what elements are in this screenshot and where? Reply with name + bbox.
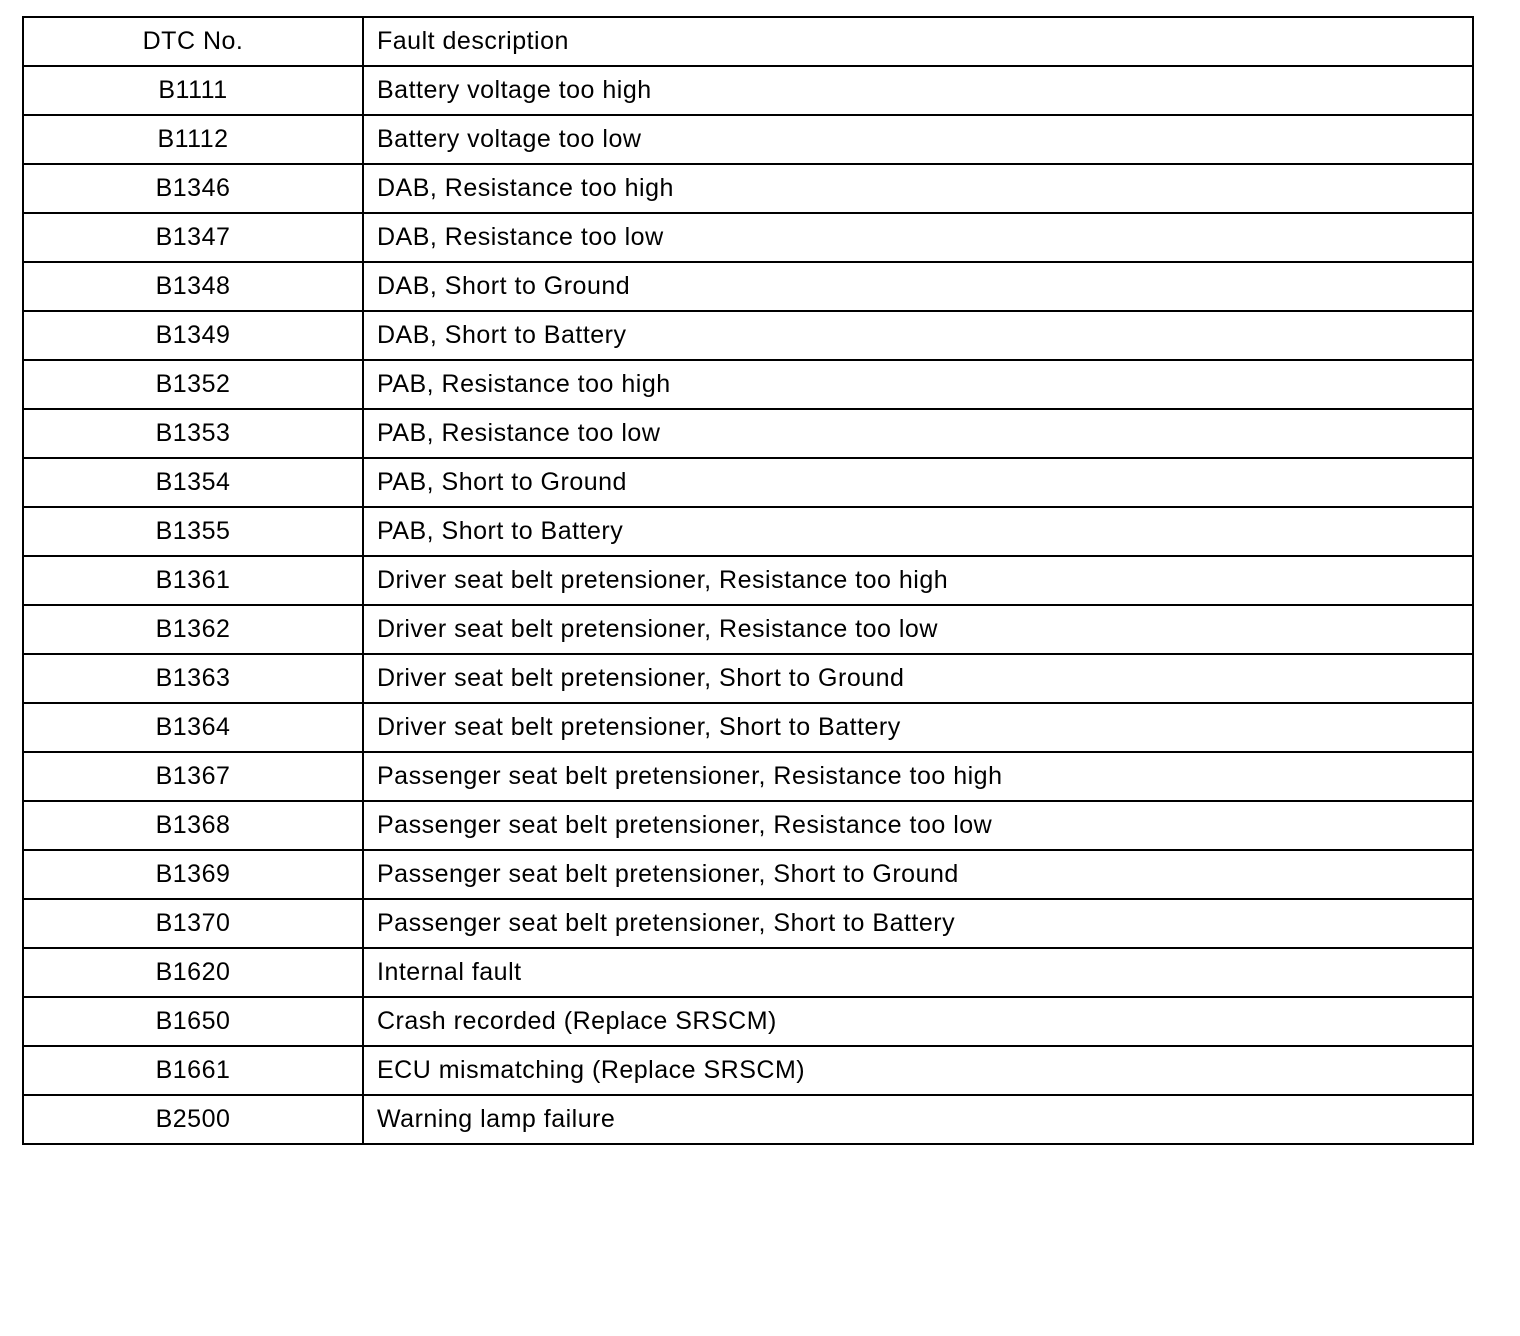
dtc-code-cell: B1111 (23, 66, 363, 115)
dtc-code-cell: B1349 (23, 311, 363, 360)
dtc-code-cell: B1661 (23, 1046, 363, 1095)
fault-description-cell: Driver seat belt pretensioner, Resistance too high (363, 556, 1473, 605)
fault-description-cell: PAB, Short to Ground (363, 458, 1473, 507)
fault-description-cell: Warning lamp failure (363, 1095, 1473, 1144)
table-row (23, 1046, 1473, 1095)
dtc-code-cell: B1363 (23, 654, 363, 703)
fault-description-cell: DAB, Resistance too high (363, 164, 1473, 213)
dtc-code-cell: B1368 (23, 801, 363, 850)
table-row (23, 801, 1473, 850)
dtc-code-cell: B1348 (23, 262, 363, 311)
dtc-code-cell: B1347 (23, 213, 363, 262)
table-row (23, 997, 1473, 1046)
dtc-code-cell: B1650 (23, 997, 363, 1046)
dtc-code-cell: B1353 (23, 409, 363, 458)
fault-description-cell: PAB, Resistance too high (363, 360, 1473, 409)
table-row (23, 115, 1473, 164)
table-row (23, 850, 1473, 899)
table-row (23, 409, 1473, 458)
dtc-code-cell: B1362 (23, 605, 363, 654)
dtc-code-cell: B1364 (23, 703, 363, 752)
table-row (23, 605, 1473, 654)
fault-description-cell: Passenger seat belt pretensioner, Resistance too low (363, 801, 1473, 850)
dtc-code-cell: B1346 (23, 164, 363, 213)
dtc-code-cell: B1354 (23, 458, 363, 507)
dtc-code-cell: B1620 (23, 948, 363, 997)
table-row (23, 507, 1473, 556)
dtc-code-cell: B1367 (23, 752, 363, 801)
fault-description-cell: PAB, Short to Battery (363, 507, 1473, 556)
table-row (23, 262, 1473, 311)
fault-description-cell: DAB, Short to Ground (363, 262, 1473, 311)
dtc-table (22, 16, 1474, 1145)
fault-description-cell: DAB, Resistance too low (363, 213, 1473, 262)
fault-description-cell: Driver seat belt pretensioner, Short to Battery (363, 703, 1473, 752)
table-row (23, 458, 1473, 507)
dtc-code-cell: B1112 (23, 115, 363, 164)
header-row (23, 17, 1473, 66)
fault-description-cell: Internal fault (363, 948, 1473, 997)
fault-description-cell: PAB, Resistance too low (363, 409, 1473, 458)
table-header (23, 17, 1473, 66)
table-body (23, 66, 1473, 1144)
fault-description-cell: Passenger seat belt pretensioner, Resistance too high (363, 752, 1473, 801)
fault-description-cell: Battery voltage too low (363, 115, 1473, 164)
table-row (23, 213, 1473, 262)
table-row (23, 311, 1473, 360)
table-row (23, 899, 1473, 948)
header-dtc-no: DTC No. (23, 17, 363, 66)
dtc-code-cell: B1355 (23, 507, 363, 556)
fault-description-cell: Passenger seat belt pretensioner, Short to Ground (363, 850, 1473, 899)
fault-description-cell: ECU mismatching (Replace SRSCM) (363, 1046, 1473, 1095)
dtc-code-cell: B1361 (23, 556, 363, 605)
dtc-code-cell: B1352 (23, 360, 363, 409)
header-fault-description: Fault description (363, 17, 1473, 66)
fault-description-cell: Passenger seat belt pretensioner, Short to Battery (363, 899, 1473, 948)
table-row (23, 360, 1473, 409)
table-row (23, 556, 1473, 605)
dtc-code-cell: B2500 (23, 1095, 363, 1144)
dtc-code-cell: B1369 (23, 850, 363, 899)
table-row (23, 703, 1473, 752)
fault-description-cell: Driver seat belt pretensioner, Resistance too low (363, 605, 1473, 654)
table-row (23, 1095, 1473, 1144)
fault-description-cell: Battery voltage too high (363, 66, 1473, 115)
table-row (23, 752, 1473, 801)
fault-description-cell: DAB, Short to Battery (363, 311, 1473, 360)
table-row (23, 654, 1473, 703)
fault-description-cell: Crash recorded (Replace SRSCM) (363, 997, 1473, 1046)
table-row (23, 164, 1473, 213)
dtc-code-cell: B1370 (23, 899, 363, 948)
table-row (23, 66, 1473, 115)
table-row (23, 948, 1473, 997)
fault-description-cell: Driver seat belt pretensioner, Short to Ground (363, 654, 1473, 703)
